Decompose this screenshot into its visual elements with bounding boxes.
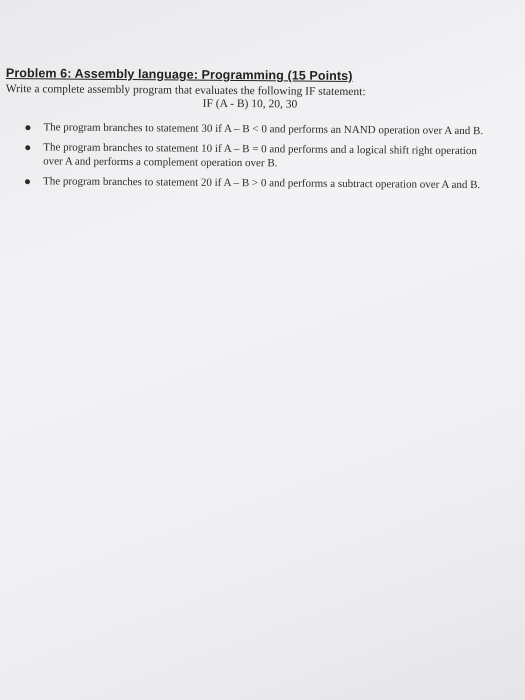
if-statement: IF (A - B) 10, 20, 30 (202, 97, 298, 111)
bullet-icon (25, 145, 30, 150)
list-item (5, 120, 488, 138)
list-item (5, 174, 488, 192)
list-item (5, 140, 488, 172)
problem-section (5, 66, 506, 198)
list-item-text: The program branches to statement 10 if A – B = 0 and performs and a logical shift right operation over A and performs a complement operation over B. (43, 141, 477, 170)
list-item-text: The program branches to statement 30 if A – B < 0 and performs an NAND operation over A and B. (43, 121, 484, 138)
bullet-icon (25, 179, 30, 184)
requirements-list (5, 120, 506, 192)
problem-heading: Problem 6: Assembly language: Programming (15 Points) (5, 66, 353, 84)
bullet-icon (25, 125, 30, 130)
problem-intro: Write a complete assembly program that evaluates the following IF statement: (5, 82, 366, 99)
list-item-text: The program branches to statement 20 if A – B > 0 and performs a subtract operation over A and B. (42, 175, 481, 192)
